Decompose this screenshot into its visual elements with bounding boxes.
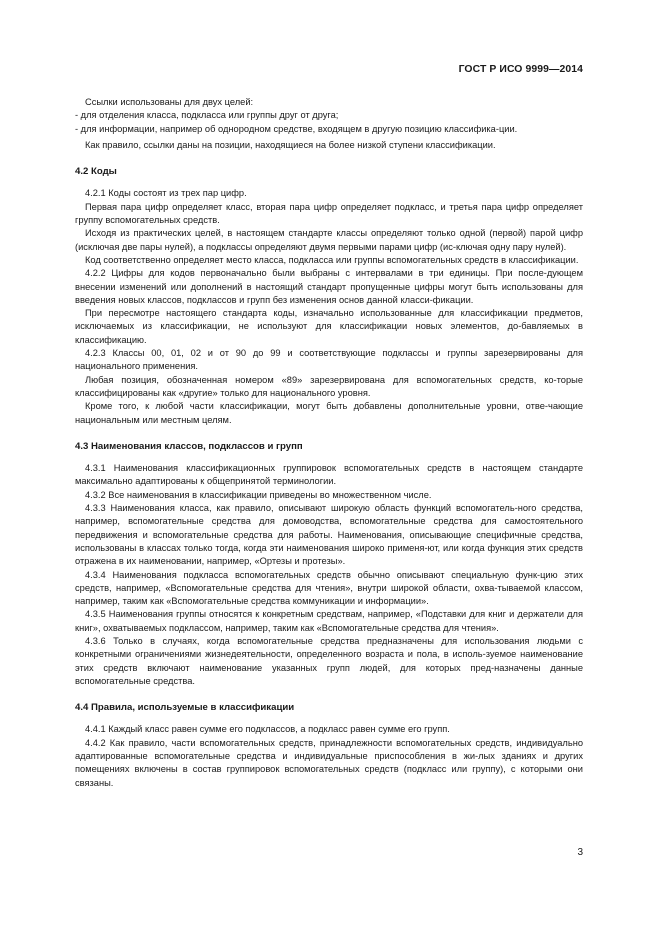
paragraph: 4.3.4 Наименования подкласса вспомогательных средств обычно описывают специальную функ-цию этих средств, например, «Вспомогательные средства для чтения», внутри широкой области, охва-тываемой классом, например, таким как «Вспомогательные средства коммуникации и информации». bbox=[75, 569, 583, 607]
document-header: ГОСТ Р ИСО 9999—2014 bbox=[458, 64, 583, 75]
paragraph: 4.3.3 Наименования класса, как правило, описывают широкую область функций вспомогатель-ного средства, например, вспомогательные средства для домоводства, вспомогательные средства для самостоятельного передвижения и вспомогательные средства для работы. Наименования, описывающие специфичные средства, использованы в классах только тогда, когда эти наименования широко применя-ют, или когда функция этих средств отражена в их наименовании, например, «Ортезы и протезы». bbox=[75, 503, 583, 567]
page-body bbox=[75, 96, 583, 790]
section-heading-4-4: 4.4 Правила, используемые в классификации bbox=[75, 702, 295, 714]
paragraph: Код соответственно определяет место класса, подкласса или группы вспомогательных средств в классификации. bbox=[85, 254, 579, 265]
paragraph: 4.2.2 Цифры для кодов первоначально были выбраны с интервалами в три единицы. При после-дующем внесении изменений или дополнений в настоящий стандарт пропущенные цифры могут быть использованы для введения новых классов, подклассов и групп без изменения основ данной класси-фикации. bbox=[75, 268, 583, 305]
paragraph: Ссылки использованы для двух целей: bbox=[85, 97, 254, 107]
paragraph: Кроме того, к любой части классификации, могут быть добавлены дополнительные уровни, отве-чающие национальным или местным целям. bbox=[75, 401, 583, 425]
paragraph: 4.3.1 Наименования классификационных группировок вспомогательных средств в настоящем стандарте максимально адаптированы к общепринятой терминологии. bbox=[75, 463, 583, 487]
section-heading-4-3: 4.3 Наименования классов, подклассов и групп bbox=[75, 440, 303, 452]
paragraph: Как правило, ссылки даны на позиции, находящиеся на более низкой ступени классификации. bbox=[85, 139, 496, 150]
paragraph: Исходя из практических целей, в настоящем стандарте классы определяют только одной (первой) парой цифр (исключая две пары нулей), а подклассы определяют двумя первыми парами цифр (ис-ключая одну пару нулей). bbox=[75, 228, 583, 252]
paragraph: 4.3.5 Наименования группы относятся к конкретным средствам, например, «Подставки для книг и держатели для книг», охватываемых подклассом, например, таким как «Вспомогательные средства для чтения». bbox=[75, 609, 583, 633]
paragraph: - для информации, например об однородном средстве, входящем в другую позицию классифика-ции. bbox=[75, 123, 518, 134]
paragraph: 4.3.2 Все наименования в классификации приведены во множественном числе. bbox=[85, 489, 432, 500]
paragraph: 4.4.1 Каждый класс равен сумме его подклассов, а подкласс равен сумме его групп. bbox=[85, 724, 450, 735]
paragraph: При пересмотре настоящего стандарта коды, изначально использованные для классификации предметов, исключаемых из классификации, не используют для классификации новых элементов, до-бавляемых в классификацию. bbox=[75, 308, 583, 345]
page-number: 3 bbox=[577, 847, 583, 858]
paragraph: 4.3.6 Только в случаях, когда вспомогательные средства предназначены для использования людьми с конкретными ограничениями жизнедеятельности, определенного возраста и пола, в исполь-зуемое наименование этих средств включают наименование указанных групп людей, для которых пред-назначены данные вспомогательные средства. bbox=[75, 635, 583, 686]
paragraph: 4.2.1 Коды состоят из трех пар цифр. bbox=[85, 188, 247, 199]
section-heading-4-2: 4.2 Коды bbox=[75, 166, 117, 178]
paragraph: 4.4.2 Как правило, части вспомогательных средств, принадлежности вспомогательных средств, индивидуально адаптированные вспомогательные средства и индивидуальные приспособления в жи-лых зданиях и других помещениях включены в состав группировок вспомогательных средств (подкласс или группу), с которыми они связаны. bbox=[75, 737, 583, 788]
paragraph: 4.2.3 Классы 00, 01, 02 и от 90 до 99 и соответствующие подклассы и группы зарезервированы для национального применения. bbox=[75, 348, 583, 372]
paragraph: - для отделения класса, подкласса или группы друг от друга; bbox=[75, 110, 339, 121]
paragraph: Первая пара цифр определяет класс, вторая пара цифр определяет подкласс, и третья пара цифр определяет группу вспомогательных средств. bbox=[75, 201, 583, 226]
paragraph: Любая позиция, обозначенная номером «89» зарезервирована для вспомогательных средств, ко-торые классифицированы как «другие» только для национального уровня. bbox=[75, 374, 583, 398]
